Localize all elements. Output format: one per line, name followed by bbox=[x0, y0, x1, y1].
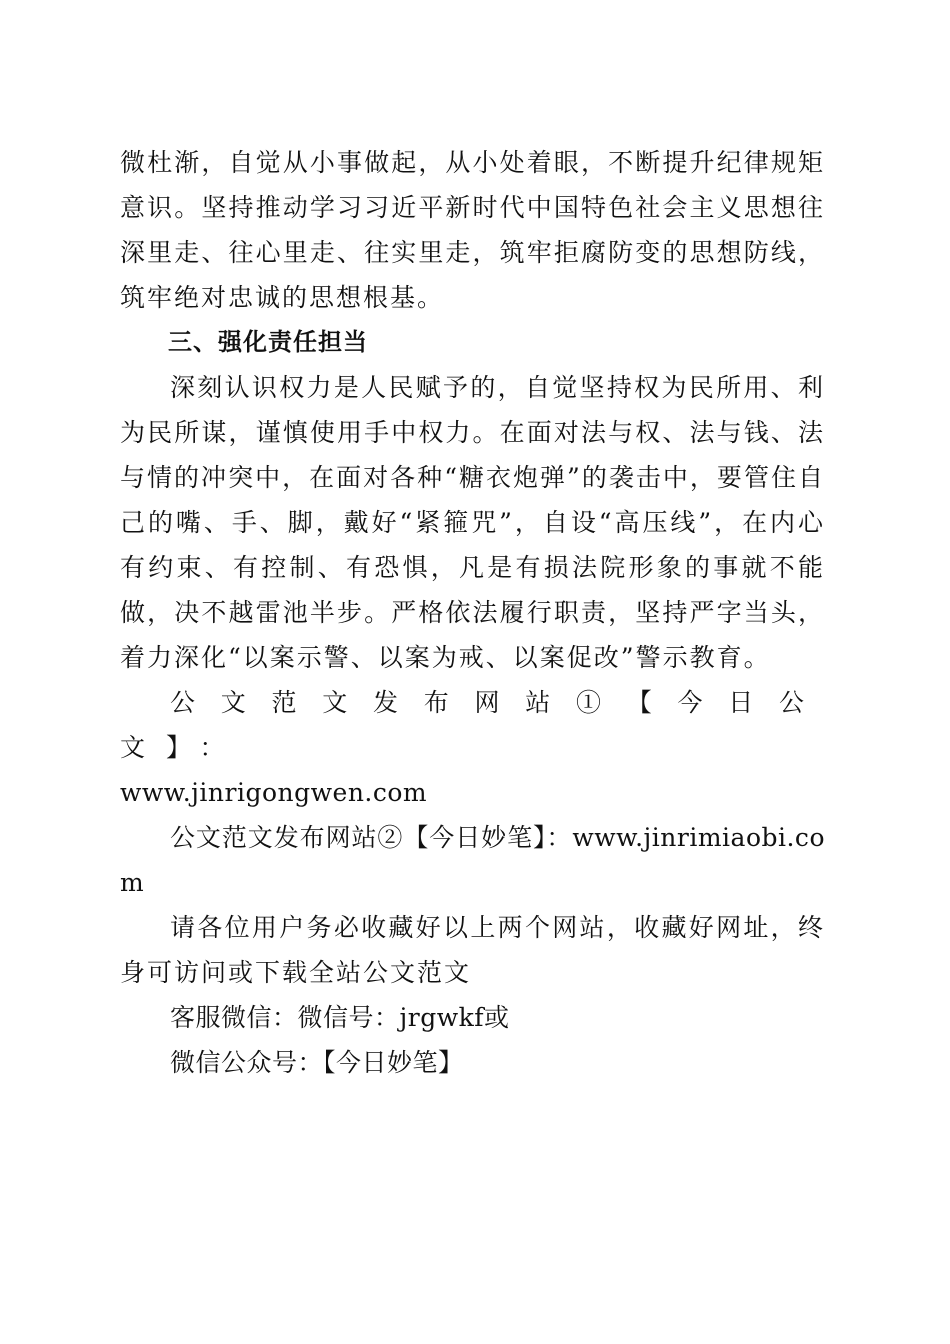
paragraph-responsibility: 深刻认识权力是人民赋予的，自觉坚持权为民所用、利为民所谋，谨慎使用手中权力。在面对法与权、法与钱、法与情的冲突中，在面对各种“糖衣炮弹”的袭击中，要管住自己的嘴、手、脚，戴好“紧箍咒”，自设“高压线”，在内心有约束、有控制、有恐惧，凡是有损法院形象的事就不能做，决不越雷池半步。严格依法履行职责，坚持严字当头，着力深化“以案示警、以案为戒、以案促改”警示教育。 bbox=[120, 373, 825, 672]
document-body bbox=[120, 140, 825, 1085]
promo-wechat: 客服微信：微信号：jrgwkf或 bbox=[170, 1003, 510, 1032]
promo-notice: 请各位用户务必收藏好以上两个网站，收藏好网址，终身可访问或下载全站公文范文 bbox=[120, 913, 825, 987]
promo-site1-label: 公文范文发布网站①【今日公文】： bbox=[120, 688, 825, 762]
paragraph-continued: 微杜渐，自觉从小事做起，从小处着眼，不断提升纪律规矩意识。坚持推动学习习近平新时代中国特色社会主义思想往深里走、往心里走、往实里走，筑牢拒腐防变的思想防线，筑牢绝对忠诚的思想根基。 bbox=[120, 148, 825, 312]
promo-official-account: 微信公众号：【今日妙笔】 bbox=[170, 1048, 464, 1077]
section-heading: 三、强化责任担当 bbox=[168, 328, 368, 356]
promo-site2: 公文范文发布网站②【今日妙笔】：www.jinrimiaobi.com bbox=[120, 823, 825, 897]
promo-site1-url[interactable]: www.jinrigongwen.com bbox=[120, 778, 428, 807]
